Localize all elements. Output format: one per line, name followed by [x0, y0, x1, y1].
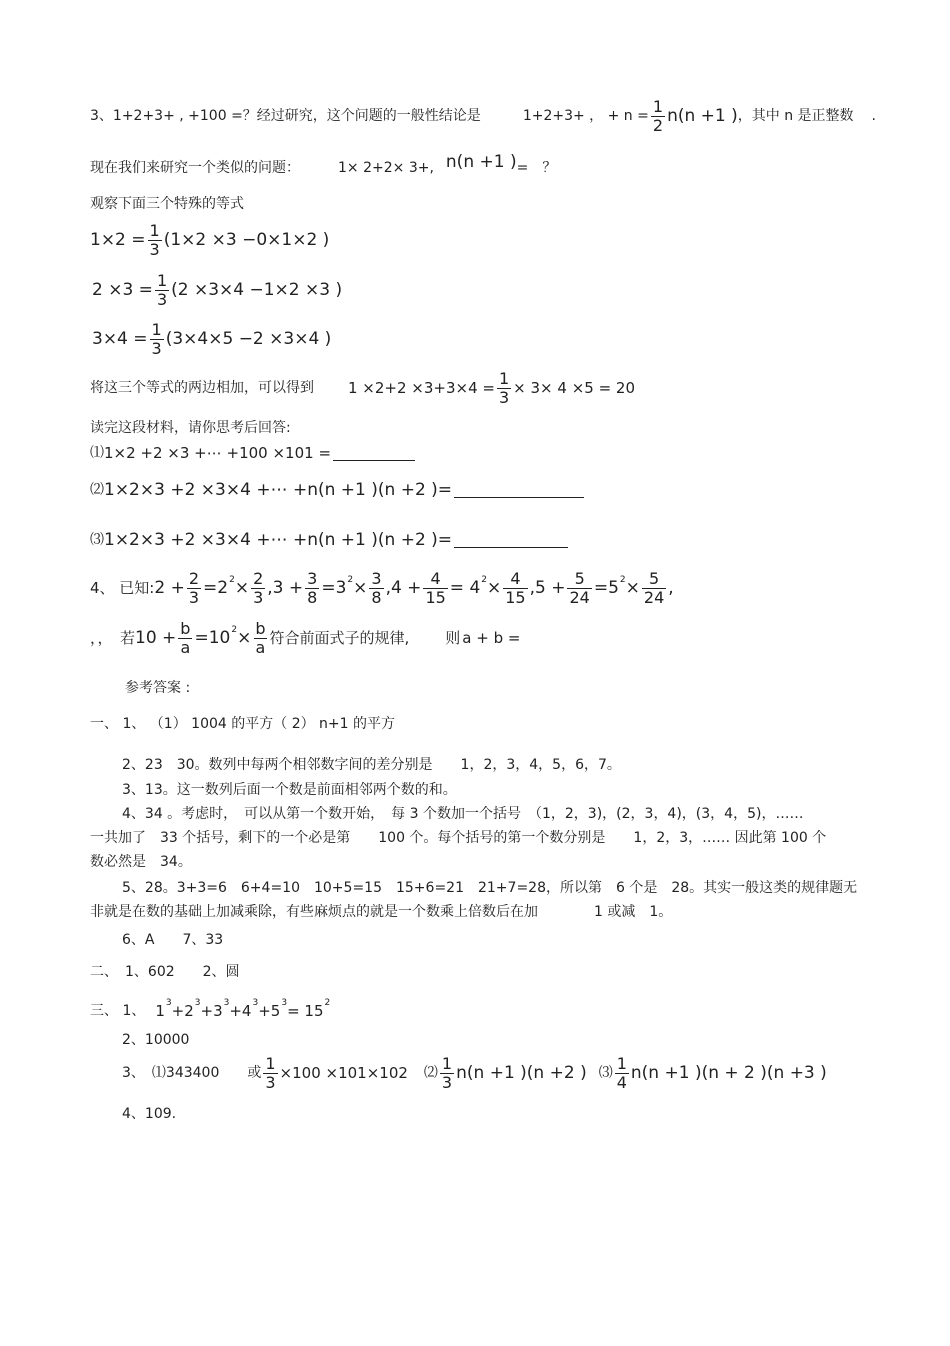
q4-frac-1a: $\frac{2}{3}$	[188, 569, 200, 607]
q4-cond-a: ，， 若	[90, 629, 136, 648]
q4-t3d: ×	[625, 577, 640, 598]
p3-label: ⑶	[90, 531, 104, 548]
answer-s5b-text: 非就是在数的基础上加减乘除，有些麻烦点的就是一个数乘上倍数后在加 1 或减 1。	[90, 904, 673, 920]
answer-s4b-text: 一共加了 33 个括号，剩下的一个必是第 100 个。每个括号的第一个数分别是 1，2，3，…… 因此第 100 个	[90, 830, 827, 846]
q4-t6: ,4 +	[385, 577, 422, 598]
p1-expr: 1×2 +2 ×3 +⋯ +100 ×101 =	[104, 444, 332, 462]
answer-s6-text: 6、A 7、33	[122, 932, 224, 948]
answer-s3-text: 3、13。这一数列后面一个数是前面相邻两个数的和。	[122, 782, 457, 798]
p2-expr: 1×2×3 +2 ×3×4 +⋯ +n(n +1 )(n +2 )=	[104, 480, 453, 500]
q4-t2: =2	[203, 577, 229, 598]
q3-sum-line	[90, 370, 635, 406]
q3-equation-1	[90, 222, 329, 258]
s10-fraction-2: $\frac{1}{3}$	[441, 1054, 453, 1092]
q3-read	[90, 420, 291, 437]
q4-t7: = 4	[449, 577, 481, 598]
answer-s9	[122, 1032, 189, 1049]
s8-cube-5: 3	[281, 997, 288, 1008]
eq1-right: (1×2 ×3 −0×1×2 )	[163, 229, 330, 250]
s10-label: 3、 ⑴343400 或	[122, 1064, 262, 1081]
eq1-fraction: $\frac{1}{3}$	[149, 221, 160, 259]
answer-s4c-text: 数必然是 34。	[90, 854, 192, 870]
s8-square: 2	[324, 997, 331, 1008]
answer-s4a	[122, 806, 803, 823]
p2-answer-blank[interactable]	[454, 483, 584, 498]
p1-label: ⑴	[90, 444, 104, 461]
q4-frac-3a: $\frac{4}{15}$	[425, 569, 446, 607]
q4-frac-ba-2: $\frac{b}{a}$	[255, 619, 266, 657]
answer-s6	[122, 932, 223, 949]
eq3-left: 3×4 =	[92, 328, 148, 349]
answer-s2-text: 2、23 30。数列中每两个相邻数字间的差分别是 1，2，3，4，5，6，7。	[122, 757, 621, 773]
s10-fraction-3: $\frac{1}{4}$	[616, 1054, 627, 1092]
q3-similar-a: 现在我们来研究一个类似的问题：	[90, 159, 300, 176]
s8-cube-4: 3	[252, 997, 259, 1008]
q4-condition-line	[90, 620, 520, 656]
q4-cond-f: 则	[445, 629, 461, 648]
q3-part-2	[90, 480, 584, 500]
q3-observe	[90, 196, 244, 213]
q3-part-3	[90, 530, 568, 550]
answer-s1-text: 一、 1、 （1） 1004 的平方（ 2） n+1 的平方	[90, 716, 396, 732]
s8-term-5: +5	[258, 1002, 281, 1020]
s8-term-2: +2	[171, 1002, 194, 1020]
q3-sum-text: 将这三个等式的两边相加，可以得到	[90, 379, 314, 396]
q4-cond-g: a + b =	[462, 629, 521, 648]
q4-label: 4、 已知:	[90, 579, 155, 598]
answer-s5a	[122, 880, 857, 897]
eq2-fraction: $\frac{1}{3}$	[156, 271, 168, 309]
q4-t4: ,3 +	[267, 577, 304, 598]
q4-cond-b: 10 +	[135, 627, 177, 648]
answer-s4b	[90, 830, 826, 847]
s8-result: = 15	[287, 1002, 324, 1020]
s10-a: ×100 ×101×102	[279, 1064, 408, 1083]
q4-given-line	[90, 570, 674, 606]
answers-title-text: 参考答案 :	[125, 680, 191, 696]
q3-intro-a: 3、1+2+3+ , +100 =？经过研究，这个问题的一般性结论是	[90, 107, 481, 124]
q4-sq-2: 2	[347, 574, 354, 585]
answers-title	[125, 680, 190, 697]
q4-t10: ,	[668, 577, 674, 598]
q3-sum-fraction: $\frac{1}{3}$	[498, 369, 510, 407]
p3-answer-blank[interactable]	[454, 533, 568, 548]
q4-frac-2b: $\frac{3}{8}$	[371, 569, 382, 607]
q4-t9: =5	[593, 577, 619, 598]
q3-observe-text: 观察下面三个特殊的等式	[90, 196, 244, 212]
q3-intro-c: ，其中 n 是正整数	[737, 107, 854, 124]
answer-s8	[90, 997, 331, 1020]
q3-similar-line	[90, 152, 557, 178]
p3-expr: 1×2×3 +2 ×3×4 +⋯ +n(n +1 )(n +2 )=	[104, 530, 453, 550]
answer-s8-label: 三、 1、	[90, 1002, 146, 1019]
q4-frac-ba-1: $\frac{b}{a}$	[180, 619, 191, 657]
q4-t3b: ×	[353, 577, 368, 598]
s8-term-3: +3	[200, 1002, 223, 1020]
q4-sq-5: 2	[231, 624, 238, 635]
answer-s1	[90, 716, 395, 733]
eq2-right: (2 ×3×4 −1×2 ×3 )	[171, 279, 343, 300]
q3-general-tail: n(n +1 )	[667, 105, 738, 126]
answer-s4a-text: 4、34 。考虑时， 可以从第一个数开始， 每 3 个数加一个括号 （1，2，3)，(2，3，4)，(3，4，5)，……	[122, 806, 804, 822]
answer-s7	[90, 964, 240, 981]
q3-intro-line	[90, 98, 876, 134]
q4-frac-4a: $\frac{5}{24}$	[569, 569, 590, 607]
s10-d: ⑶	[598, 1064, 613, 1081]
q3-similar-d: = ？	[516, 159, 557, 176]
s8-cube-2: 3	[194, 997, 201, 1008]
answer-s9-text: 2、10000	[122, 1032, 190, 1048]
q4-cond-c: =10	[194, 627, 231, 648]
q3-part-1	[90, 444, 415, 462]
s10-b: ⑵	[423, 1064, 438, 1081]
s8-term-4: +4	[229, 1002, 252, 1020]
q4-cond-d: ×	[237, 627, 252, 648]
s10-e: n(n +1 )(n + 2 )(n +3 )	[630, 1062, 827, 1083]
q3-read-text: 读完这段材料，请你思考后回答:	[90, 420, 291, 436]
q3-similar-b: 1× 2+2× 3+,	[338, 159, 434, 176]
p2-label: ⑵	[90, 481, 104, 498]
q4-t3c: ×	[487, 577, 502, 598]
answer-s10	[122, 1055, 827, 1091]
q4-t1: 2 +	[154, 577, 185, 598]
s8-cube-3: 3	[223, 997, 230, 1008]
s8-cube-1: 3	[165, 997, 172, 1008]
p1-answer-blank[interactable]	[333, 446, 415, 461]
q4-frac-4b: $\frac{5}{24}$	[643, 569, 665, 607]
eq3-right: (3×4×5 −2 ×3×4 )	[165, 328, 332, 349]
q3-intro-b: 1+2+3+ ， + n =	[522, 107, 649, 124]
q3-sum-right: × 3× 4 ×5 = 20	[513, 379, 636, 398]
s10-fraction-1: $\frac{1}{3}$	[265, 1054, 276, 1092]
answer-s5a-text: 5、28。3+3=6 6+4=10 10+5=15 15+6=21 21+7=28，所以第 6 个是 28。其实一般这类的规律题无	[122, 880, 858, 896]
q4-frac-1b: $\frac{2}{3}$	[253, 569, 264, 607]
answer-s11-text: 4、109.	[122, 1106, 177, 1122]
answer-s11	[122, 1106, 176, 1123]
q4-frac-2a: $\frac{3}{8}$	[307, 569, 318, 607]
s10-c: n(n +1 )(n +2 )	[456, 1062, 587, 1083]
q3-similar-c: n(n +1 )	[445, 152, 517, 172]
q4-cond-e: 符合前面式子的规律,	[269, 629, 410, 648]
q4-frac-3b: $\frac{4}{15}$	[505, 569, 526, 607]
q4-sq-3: 2	[481, 574, 487, 585]
q3-general-fraction: $\frac{1}{2}$	[652, 97, 664, 135]
answer-s5b	[90, 904, 672, 921]
q3-equation-3	[92, 321, 331, 357]
answer-s4c	[90, 854, 192, 871]
answer-s2	[122, 757, 621, 774]
s8-term-1: 1	[155, 1002, 165, 1020]
eq2-left: 2 ×3 =	[92, 279, 153, 300]
answer-s3	[122, 782, 457, 799]
q4-t3a: ×	[234, 577, 250, 598]
q4-t8: ,5 +	[529, 577, 566, 598]
answer-s7-text: 二、 1、602 2、圆	[90, 964, 240, 980]
q4-sq-1: 2	[229, 574, 235, 585]
q3-intro-dot: .	[871, 107, 876, 124]
eq3-fraction: $\frac{1}{3}$	[151, 320, 162, 358]
q4-t5: =3	[321, 577, 347, 598]
q3-sum-left: 1 ×2+2 ×3+3×4 =	[348, 379, 495, 398]
eq1-left: 1×2 =	[90, 229, 146, 250]
q3-equation-2	[92, 272, 342, 308]
q4-sq-4: 2	[619, 574, 626, 585]
